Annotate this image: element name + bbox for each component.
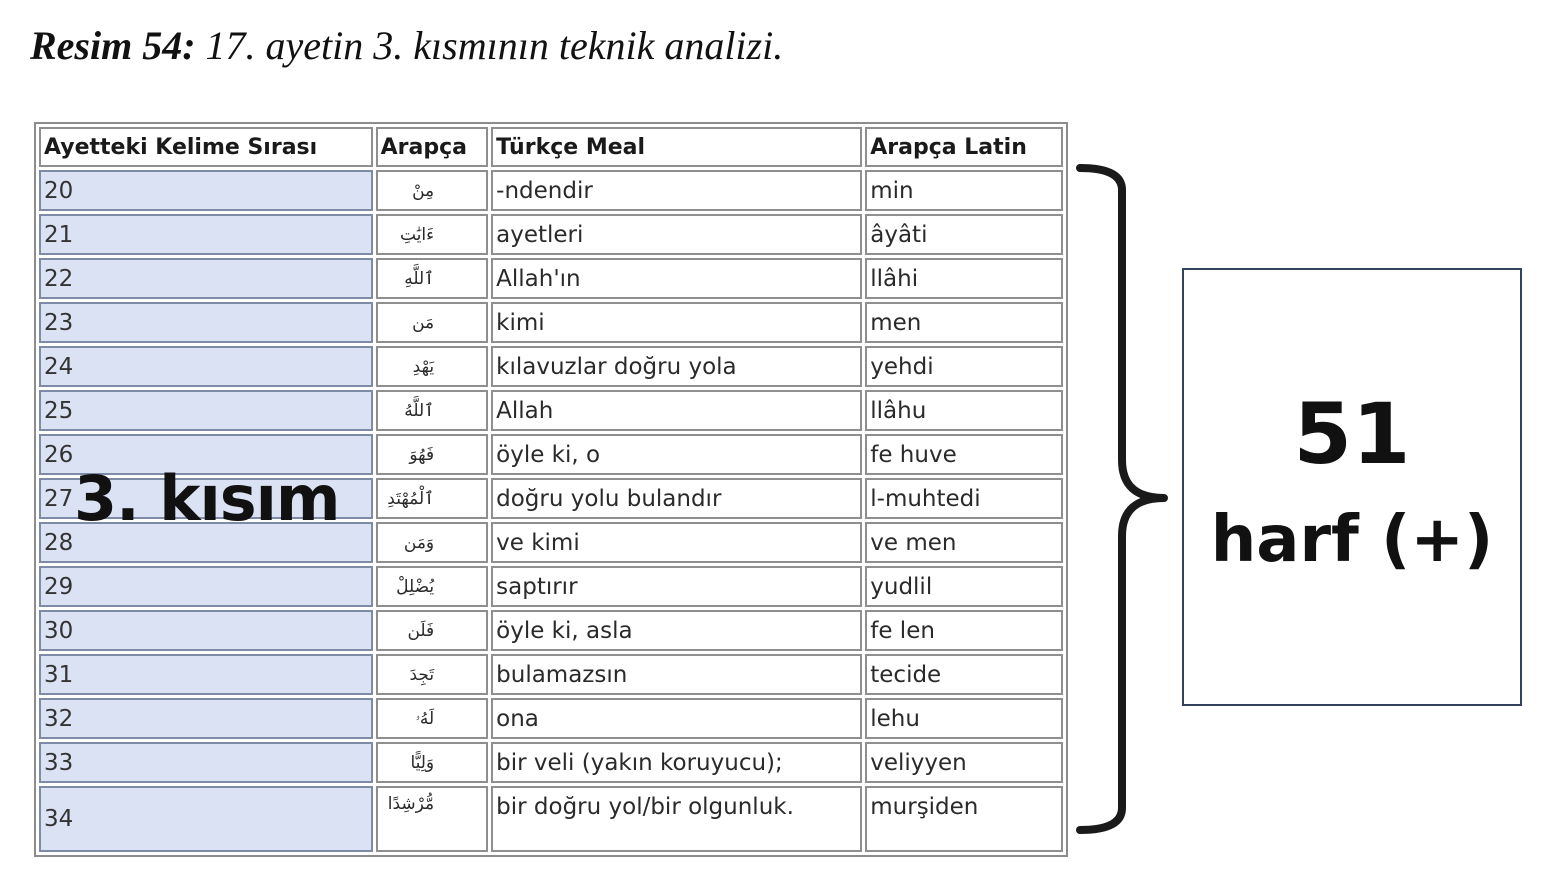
word-order-cell: 26 <box>39 434 373 475</box>
table-row <box>39 346 1063 387</box>
table-row <box>39 390 1063 431</box>
meaning-cell: öyle ki, o <box>491 434 862 475</box>
table-row <box>39 654 1063 695</box>
meaning-cell: bir veli (yakın koruyucu); <box>491 742 862 783</box>
latin-cell: ve men <box>865 522 1063 563</box>
letter-count-number: 51 <box>1293 385 1411 483</box>
latin-cell: tecide <box>865 654 1063 695</box>
word-order-cell: 31 <box>39 654 373 695</box>
arabic-cell: فَلَن <box>376 610 489 651</box>
word-order-cell: 34 <box>39 786 373 852</box>
header-turkish-meaning: Türkçe Meal <box>491 127 862 167</box>
word-order-cell: 27 <box>39 478 373 519</box>
caption-lead: Resim 54: <box>30 23 196 68</box>
latin-cell: fe huve <box>865 434 1063 475</box>
latin-cell: yehdi <box>865 346 1063 387</box>
arabic-cell: مِنْ <box>376 170 489 211</box>
arabic-cell: ٱلْمُهْتَدِ <box>376 478 489 519</box>
meaning-cell: kılavuzlar doğru yola <box>491 346 862 387</box>
latin-cell: veliyyen <box>865 742 1063 783</box>
table-row <box>39 698 1063 739</box>
table-row <box>39 742 1063 783</box>
arabic-cell: لَهُۥ <box>376 698 489 739</box>
meaning-cell: -ndendir <box>491 170 862 211</box>
latin-cell: min <box>865 170 1063 211</box>
latin-cell: llâhi <box>865 258 1063 299</box>
latin-cell: fe len <box>865 610 1063 651</box>
meaning-cell: Allah <box>491 390 862 431</box>
meaning-cell: Allah'ın <box>491 258 862 299</box>
table-row <box>39 258 1063 299</box>
caption-text: 17. ayetin 3. kısmının teknik analizi. <box>195 23 784 68</box>
section-overlay-label: 3. kısım <box>74 462 340 535</box>
table-row <box>39 214 1063 255</box>
arabic-cell: ٱللَّهِ <box>376 258 489 299</box>
table-row <box>39 302 1063 343</box>
word-order-cell: 32 <box>39 698 373 739</box>
meaning-cell: öyle ki, asla <box>491 610 862 651</box>
arabic-cell: مُّرْشِدًا <box>376 786 489 852</box>
letter-count-label: harf (+) <box>1210 503 1494 577</box>
arabic-cell: تَجِدَ <box>376 654 489 695</box>
meaning-cell: saptırır <box>491 566 862 607</box>
word-order-cell: 30 <box>39 610 373 651</box>
word-order-cell: 24 <box>39 346 373 387</box>
meaning-cell: doğru yolu bulandır <box>491 478 862 519</box>
meaning-cell: ve kimi <box>491 522 862 563</box>
latin-cell: llâhu <box>865 390 1063 431</box>
table-row <box>39 170 1063 211</box>
word-order-cell: 22 <box>39 258 373 299</box>
arabic-cell: يَهْدِ <box>376 346 489 387</box>
table-header-row <box>39 127 1063 167</box>
arabic-cell: ٱللَّهُ <box>376 390 489 431</box>
figure-caption <box>30 22 783 69</box>
word-order-cell: 29 <box>39 566 373 607</box>
meaning-cell: ayetleri <box>491 214 862 255</box>
arabic-cell: فَهُوَ <box>376 434 489 475</box>
arabic-cell: مَن <box>376 302 489 343</box>
meaning-cell: kimi <box>491 302 862 343</box>
table-row <box>39 610 1063 651</box>
word-order-cell: 20 <box>39 170 373 211</box>
arabic-cell: يُضْلِلْ <box>376 566 489 607</box>
word-order-cell: 25 <box>39 390 373 431</box>
meaning-cell: ona <box>491 698 862 739</box>
header-word-order: Ayetteki Kelime Sırası <box>39 127 373 167</box>
meaning-cell: bulamazsın <box>491 654 862 695</box>
word-order-cell: 28 <box>39 522 373 563</box>
latin-cell: âyâti <box>865 214 1063 255</box>
latin-cell: l-muhtedi <box>865 478 1063 519</box>
latin-cell: men <box>865 302 1063 343</box>
letter-count-box <box>1182 268 1522 706</box>
latin-cell: murşiden <box>865 786 1063 852</box>
table-row <box>39 786 1063 852</box>
word-order-cell: 23 <box>39 302 373 343</box>
header-arabic: Arapça <box>376 127 489 167</box>
latin-cell: lehu <box>865 698 1063 739</box>
arabic-cell: ءَايَٰتِ <box>376 214 489 255</box>
arabic-cell: وَلِيًّا <box>376 742 489 783</box>
table-row <box>39 566 1063 607</box>
word-order-cell: 33 <box>39 742 373 783</box>
header-arabic-latin: Arapça Latin <box>865 127 1063 167</box>
arabic-cell: وَمَن <box>376 522 489 563</box>
latin-cell: yudlil <box>865 566 1063 607</box>
word-order-cell: 21 <box>39 214 373 255</box>
curly-brace-icon <box>1074 160 1174 840</box>
meaning-cell: bir doğru yol/bir olgunluk. <box>491 786 862 852</box>
